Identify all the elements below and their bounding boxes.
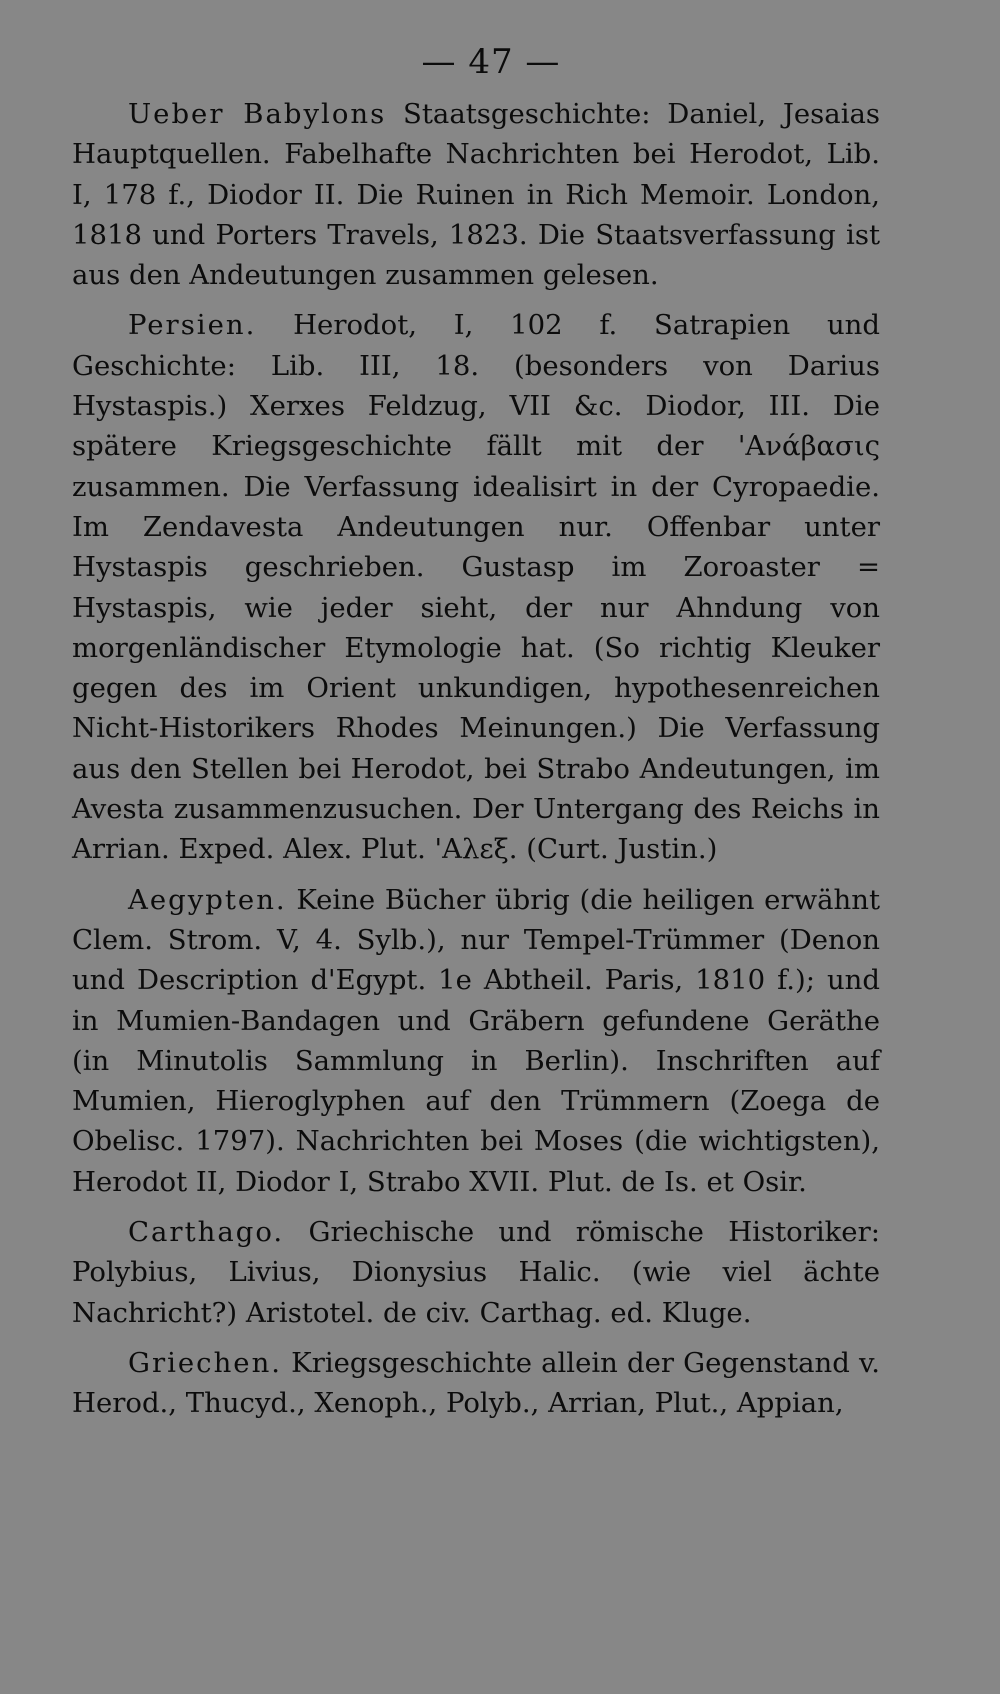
paragraph-persien — [72, 305, 880, 869]
paragraph-text-persien: Herodot, I, 102 f. Satrapien und Geschichte: Lib. III, 18. (besonders von Darius Hystaspis.) Xerxes Feldzug, VII &c. Diodor, III. Die spätere Kriegsgeschichte fällt mit der 'Ανάβασις zusammen. Die Verfassung idealisirt in der Cyropaedie. Im Zendavesta Andeutungen nur. Offenbar unter Hystaspis geschrieben. Gustasp im Zoroaster = Hystaspis, wie jeder sieht, der nur Ahndung von morgenländischer Etymologie hat. (So richtig Kleuker gegen des im Orient unkundigen, hypothesenreichen Nicht-Historikers Rhodes Meinungen.) Die Verfassung aus den Stellen bei Herodot, bei Strabo Andeutungen, im Avesta zusammenzusuchen. Der Untergang des Reichs in Arrian. Exped. Alex. Plut. 'Αλεξ. (Curt. Justin.) — [72, 309, 880, 866]
paragraph-griechen — [72, 1343, 880, 1424]
paragraph-babylon — [72, 94, 880, 295]
section-heading-griechen: Griechen. — [128, 1346, 283, 1379]
page-number: — 47 — — [421, 42, 561, 82]
section-heading-carthago: Carthago. — [128, 1216, 285, 1249]
paragraph-carthago — [72, 1212, 880, 1333]
section-heading-aegypten: Aegypten. — [128, 883, 287, 916]
section-heading-persien: Persien. — [128, 309, 257, 342]
paragraph-text-babylon: Staatsgeschichte: Daniel, Jesaias Hauptquellen. Fabelhafte Nachrichten bei Herodot, Lib. I, 178 f., Diodor II. Die Ruinen in Rich Memoir. London, 1818 und Porters Travels, 1823. Die Staatsverfassung ist aus den Andeutungen zusammen gelesen. — [72, 98, 880, 292]
paragraph-aegypten — [72, 880, 880, 1202]
paragraph-text-aegypten: Keine Bücher übrig (die heiligen erwähnt Clem. Strom. V, 4. Sylb.), nur Tempel-Trümmer (Denon und Description d'Egypt. 1e Abtheil. Paris, 1810 f.); und in Mumien-Bandagen und Gräbern gefundene Geräthe (in Minutolis Sammlung in Berlin). Inschriften auf Mumien, Hieroglyphen auf den Trümmern (Zoega de Obelisc. 1797). Nachrichten bei Moses (die wichtigsten), Herodot II, Diodor I, Strabo XVII. Plut. de Is. et Osir. — [72, 883, 880, 1198]
paragraph-text-carthago: Griechische und römische Historiker: Polybius, Livius, Dionysius Halic. (wie viel ächte Nachricht?) Aristotel. de civ. Carthag. ed. Kluge. — [72, 1216, 880, 1329]
paragraph-text-griechen: Kriegsgeschichte allein der Gegenstand v. Herod., Thucyd., Xenoph., Polyb., Arrian, Plut., Appian, — [72, 1346, 880, 1420]
section-heading-babylon: Ueber Babylons — [128, 98, 387, 130]
